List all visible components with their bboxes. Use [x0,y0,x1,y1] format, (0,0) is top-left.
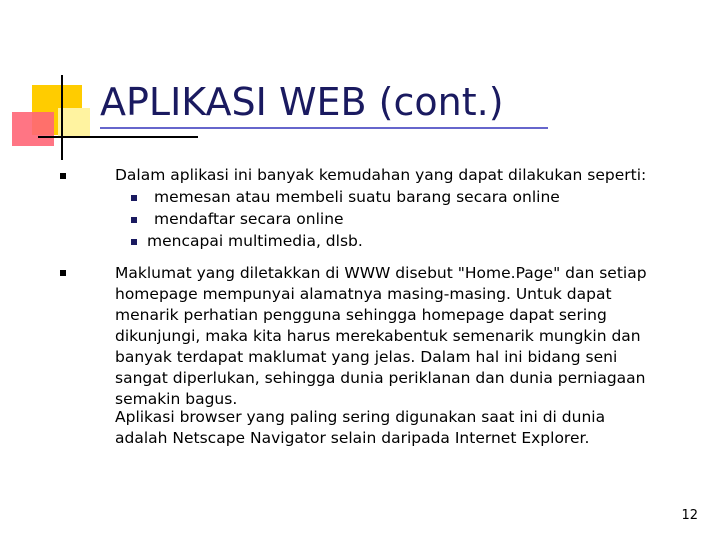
bullet-2-line-1: Maklumat yang diletakkan di WWW disebut "Home.Page" dan setiap [115,264,647,282]
bullet-1-line-1: Dalam aplikasi ini banyak kemudahan yang dapat dilakukan seperti: [115,166,647,184]
sub-bullet-marker [131,239,137,245]
vertical-line-decoration [61,75,63,160]
page-number: 12 [681,508,698,523]
bullet-2-line-7: semakin bagus. [115,390,238,408]
slide-title: APLIKASI WEB (cont.) [100,80,504,124]
sub-bullet-marker [131,217,137,223]
bullet-2-line-2: homepage mempunyai alamatnya masing-masing. Untuk dapat [115,285,612,303]
bullet-2-line-8: Aplikasi browser yang paling sering digunakan saat ini di dunia [115,408,606,426]
sub-item-1: memesan atau membeli suatu barang secara online [154,188,560,206]
sub-item-3: mencapai multimedia, dlsb. [147,232,363,250]
red-square-decoration [12,112,54,146]
bullet-2-line-9: adalah Netscape Navigator selain daripada Internet Explorer. [115,429,590,447]
sub-bullet-marker [131,195,137,201]
bullet-marker [60,173,66,179]
bullet-marker [60,270,66,276]
sub-item-2: mendaftar secara online [154,210,344,228]
bullet-2-line-6: sangat diperlukan, sehingga dunia periklanan dan dunia perniagaan [115,369,646,387]
bullet-2-line-4: dikunjungi, maka kita harus merekabentuk semenarik mungkin dan [115,327,641,345]
title-underline [100,127,548,129]
bullet-2-line-3: menarik perhatian pengguna sehingga homepage dapat sering [115,306,607,324]
bullet-2-line-5: banyak terdapat maklumat yang jelas. Dalam hal ini bidang seni [115,348,618,366]
horizontal-line-decoration [38,136,198,138]
